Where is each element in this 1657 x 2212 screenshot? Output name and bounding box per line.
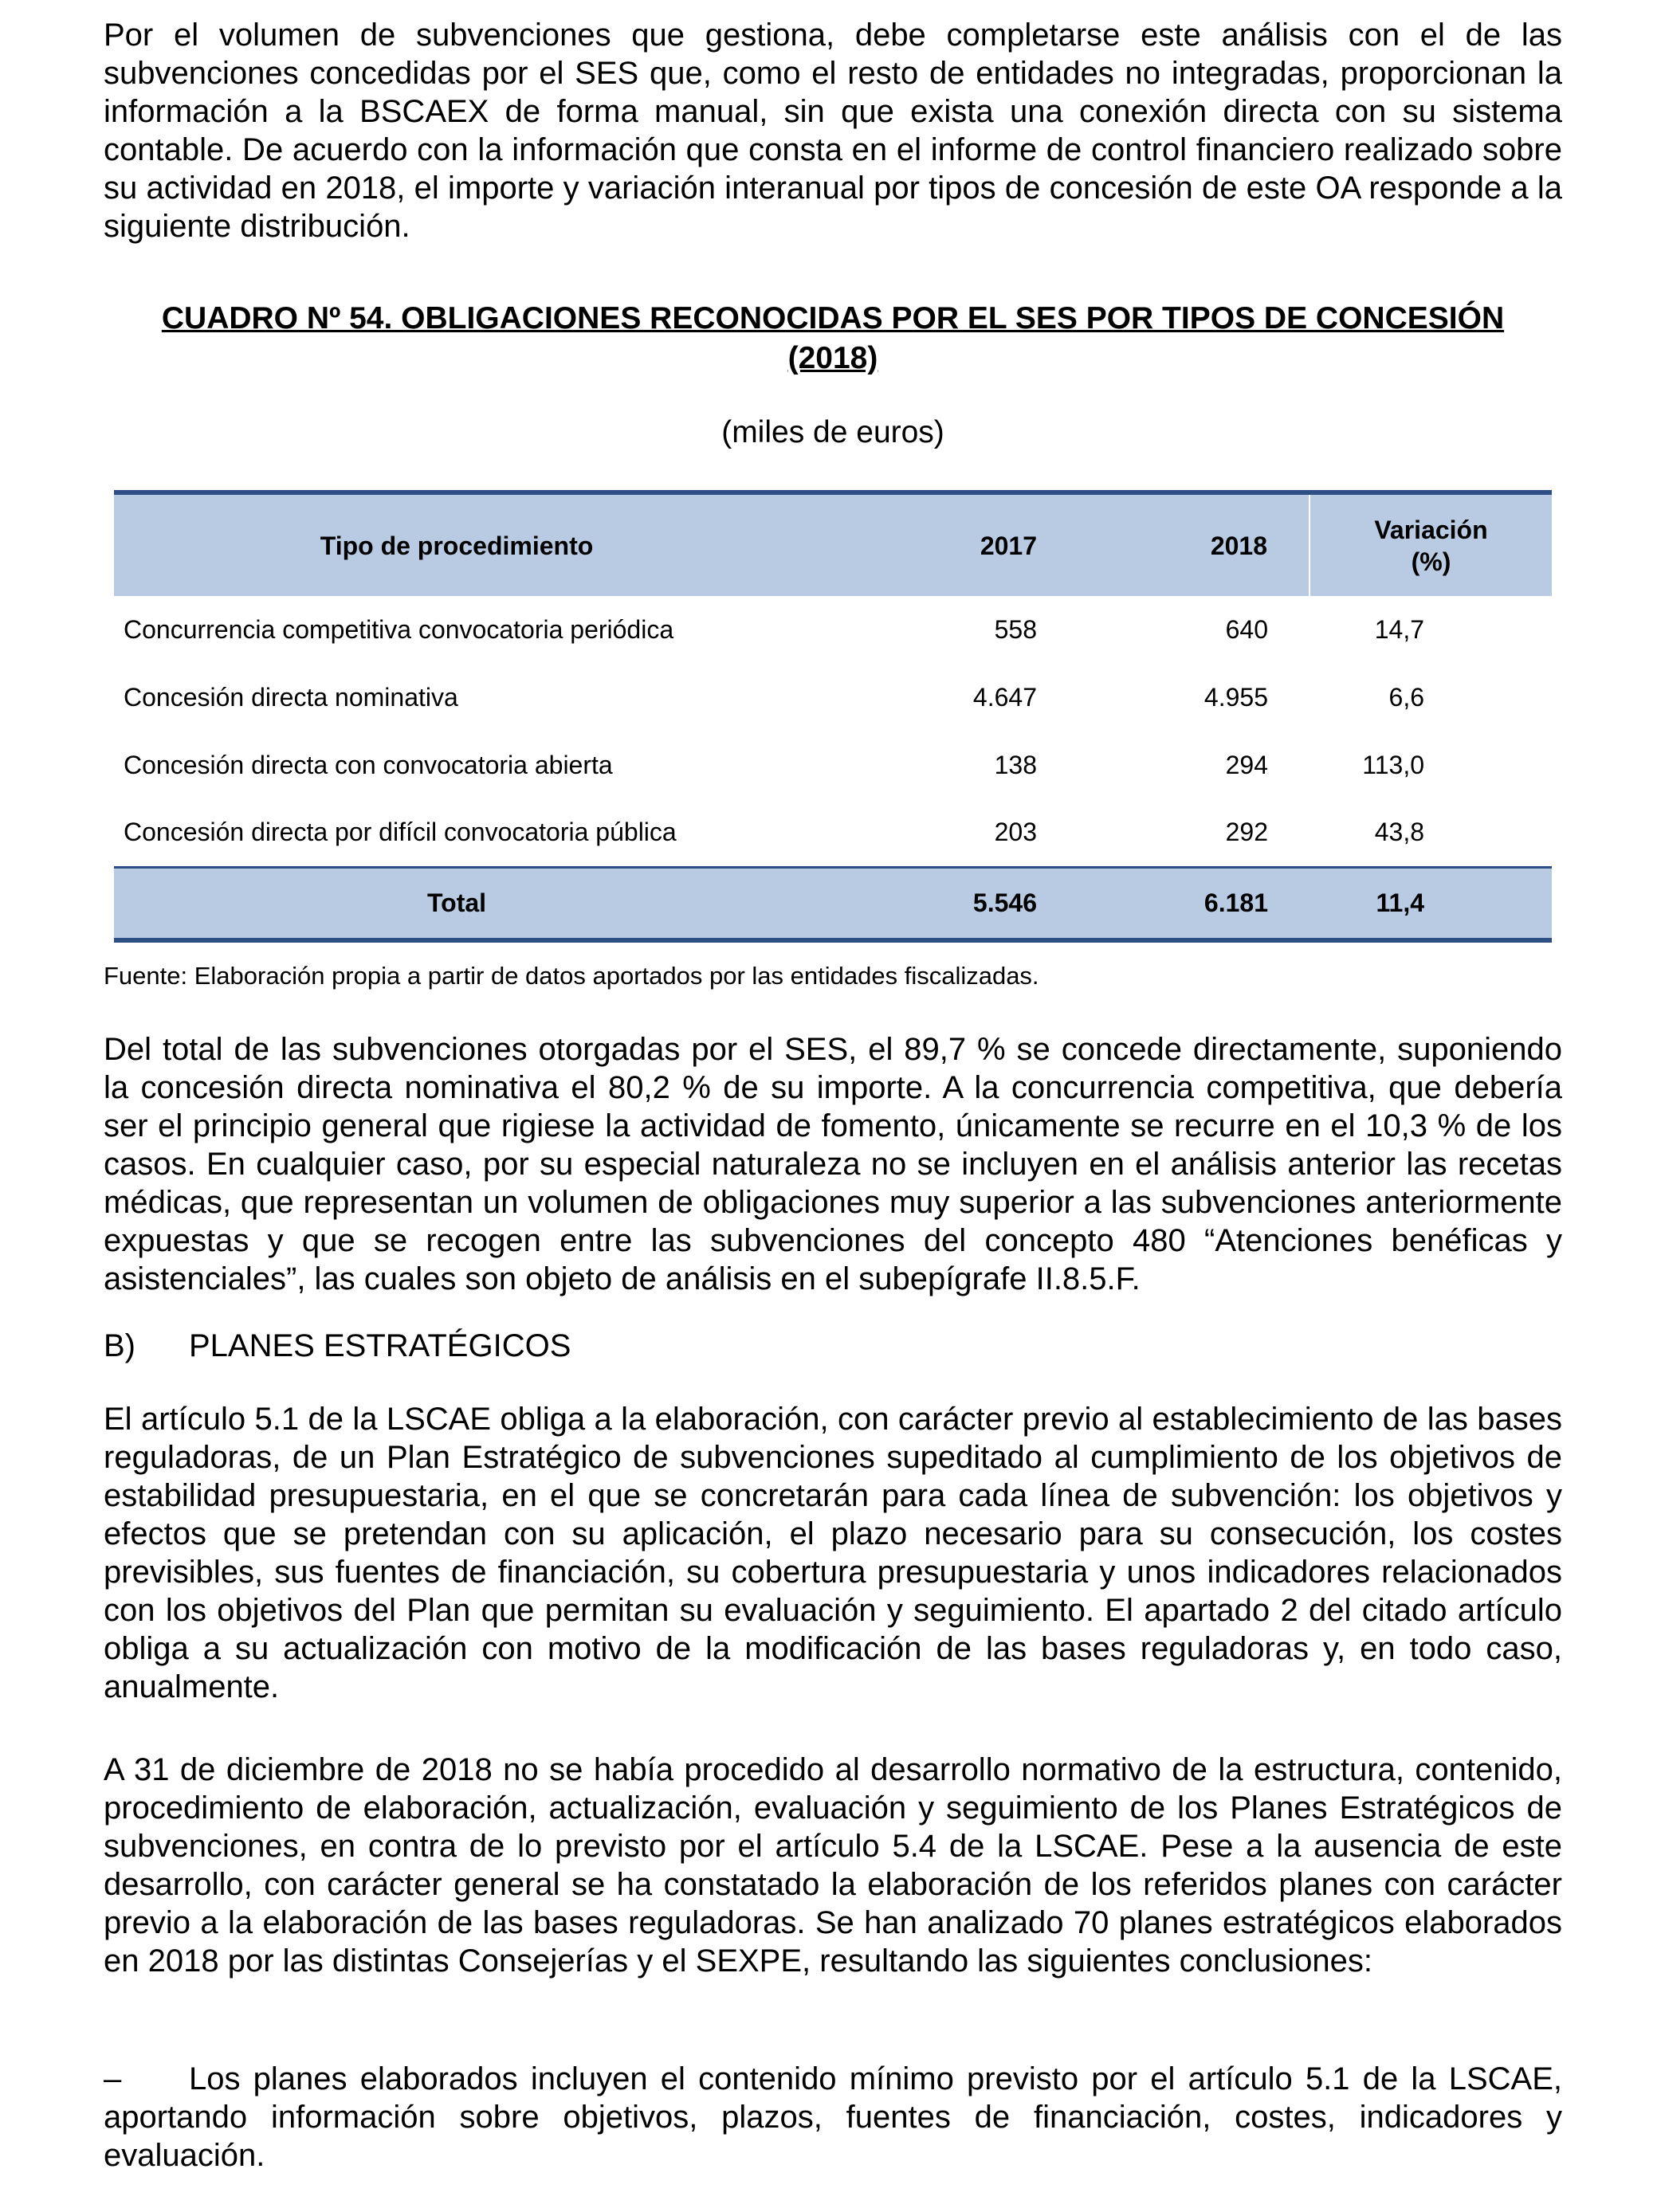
row-type: Concesión directa nominativa [124,683,458,712]
intro-paragraph: Por el volumen de subvenciones que gestiona, debe completarse este análisis con el de las subvenciones concedidas por el SES que, como el resto de entidades no integradas, proporcionan la información a la BSCAEX de forma manual, sin que exista una conexión directa con su sistema contable. De acuerdo con la información que consta en el informe de control financiero realizado sobre su actividad en 2018, el importe y variación interanual por tipos de concesión de este OA responde a la siguiente distribución. [104,18,1562,244]
table-row [114,596,1552,664]
total-label: Total [114,867,799,940]
row-variation: 113,0 [1362,751,1424,779]
table-header-row [114,492,1552,596]
article-paragraph: El artículo 5.1 de la LSCAE obliga a la elaboración, con carácter previo al establecimiento de las bases reguladoras, de un Plan Estratégico de subvenciones supeditado al cumplimiento de los objetivos de estabilidad presupuestaria, en el que se concretarán para cada línea de subvención: los objetivos y efectos que se pretendan con su aplicación, el plazo necesario para su consecución, los costes previsibles, sus fuentes de financiación, su cobertura presupuestaria y unos indicadores relacionados con los objetivos del Plan que permitan su evaluación y seguimiento. El apartado 2 del citado artículo obliga a su actualización con motivo de la modificación de las bases reguladoras y, en todo caso, anualmente. [104,1402,1562,1704]
row-2017: 4.647 [972,683,1037,712]
row-type: Concesión directa con convocatoria abierta [124,751,613,779]
header-2017: 2017 [799,492,1046,596]
table-source-note: Fuente: Elaboración propia a partir de datos aportados por las entidades fiscalizadas. [104,962,1039,990]
row-2018: 4.955 [1203,683,1268,712]
december-paragraph: A 31 de diciembre de 2018 no se había procedido al desarrollo normativo de la estructura, contenido, procedimiento de elaboración, actualización, evaluación y seguimiento de los Planes Estratégicos de subvenciones, en contra de lo previsto por el artículo 5.4 de la LSCAE. Pese a la ausencia de este desarrollo, con carácter general se ha constatado la elaboración de los referidos planes con carácter previo a la elaboración de las bases reguladoras. Se han analizado 70 planes estratégicos elaborados en 2018 por las distintas Consejerías y el SEXPE, resultando las siguientes conclusiones: [104,1752,1562,1979]
header-2018: 2018 [1046,492,1310,596]
analysis-paragraph: Del total de las subvenciones otorgadas por el SES, el 89,7 % se concede directamente, suponiendo la concesión directa nominativa el 80,2 % de su importe. A la concurrencia competitiva, que debería ser el principio general que rigiese la actividad de fomento, únicamente se recurre en el 10,3 % de los casos. En cualquier caso, por su especial naturaleza no se incluyen en el análisis anterior las recetas médicas, que representan un volumen de obligaciones muy superior a las subvenciones anteriormente expuestas y que se recogen entre las subvenciones del concepto 480 “Atenciones benéficas y asistenciales”, las cuales son objeto de análisis en el subepígrafe II.8.5.F. [104,1032,1562,1296]
header-variation-line-2: (%) [1411,547,1451,576]
section-b-title: PLANES ESTRATÉGICOS [189,1328,571,1363]
obligations-table [114,490,1552,943]
row-2018: 294 [1225,751,1268,779]
total-2018: 6.181 [1046,867,1310,940]
header-type: Tipo de procedimiento [114,492,799,596]
table-title-line-2: (2018) [787,341,878,375]
header-variation-line-1: Variación [1374,515,1488,544]
row-2017: 558 [994,615,1037,644]
row-variation: 6,6 [1388,683,1424,712]
section-b-letter: B) [104,1328,135,1363]
bullet-paragraph [104,2060,1562,2175]
table-title-line-1: CUADRO Nº 54. OBLIGACIONES RECONOCIDAS POR EL SES POR TIPOS DE CONCESIÓN [161,301,1505,335]
row-type: Concurrencia competitiva convocatoria periódica [124,615,674,644]
table-units: (miles de euros) [721,415,944,449]
header-variation [1310,492,1552,596]
total-2017: 5.546 [799,867,1046,940]
row-2017: 203 [994,818,1037,847]
row-2017: 138 [994,751,1037,779]
table-title [104,299,1562,378]
row-type: Concesión directa por difícil convocatoria pública [124,818,677,847]
total-variation: 11,4 [1310,867,1552,940]
table-row [114,664,1552,731]
bullet-dash: – [104,2061,122,2096]
table-row [114,731,1552,799]
bullet-text: Los planes elaborados incluyen el contenido mínimo previsto por el artículo 5.1 de la LSCAE, aportando información sobre objetivos, plazos, fuentes de financiación, costes, indicadores y evaluación. [104,2061,1562,2173]
row-variation: 43,8 [1374,818,1424,847]
table-row [114,799,1552,867]
section-b-heading [104,1327,571,1365]
row-2018: 640 [1225,615,1268,644]
row-variation: 14,7 [1374,615,1424,644]
row-2018: 292 [1225,818,1268,847]
table-total-row [114,867,1552,940]
